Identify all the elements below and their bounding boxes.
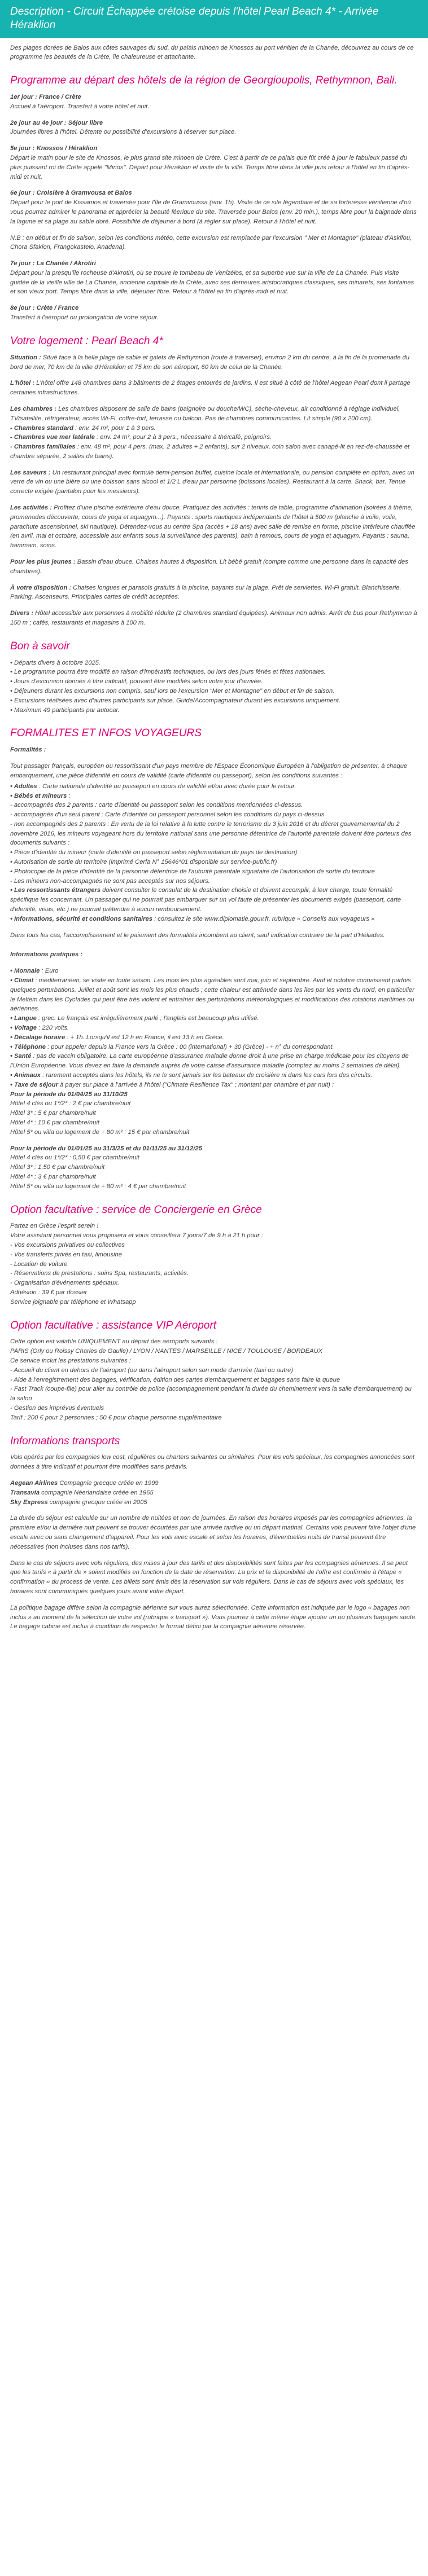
hotel-heading: Votre logement : Pearl Beach 4* (10, 335, 163, 347)
formalities-intro: Tout passager français, européen ou ressortissant d'un pays membre de l'Espace Économique Européen à l'obligation de présenter, à chaque embarquement, une pièce d'identité en cours de validité (carte d'identité ou passeport), selon les conditions suivantes : (10, 763, 408, 779)
airline-list (10, 1479, 418, 1507)
list-item: Hôtel 3* : 5 € par chambre/nuit (10, 1110, 96, 1117)
list-item: - Aide à l'enregistrement des bagages, vérification, édition des cartes d'embarquement et bagages sans faire la queue (10, 1376, 340, 1383)
vip-list (10, 1337, 418, 1422)
program-heading: Programme au départ des hôtels de la région de Georgioupolis, Rethymnon, Bali. (10, 74, 398, 87)
list-item: Hôtel 4* : 10 € par chambre/nuit (10, 1119, 99, 1126)
list-item: • Langue : grec. Le français est irrégulièrement parlé ; l'anglais est beaucoup plus utilisé. (10, 1015, 259, 1022)
list-item: Hôtel 4 clés ou 1*/2* : 0,50 € par chambre/nuit (10, 1154, 139, 1162)
formalities-list (10, 782, 418, 924)
list-item: • Informations, sécurité et conditions sanitaires : consultez le site www.diplomatie.gouv.fr, rubrique « Conseils aux voyageurs » (10, 915, 375, 922)
concierge-heading: Option facultative : service de Conciergerie en Grèce (10, 1203, 262, 1216)
list-item: Transavia compagnie Néerlandaise créée en 1965 (10, 1489, 154, 1496)
list-item: - accompagnés d'un seul parent : Carte d'identité ou passeport personnel selon les conditions du pays ci-dessus. (10, 811, 326, 819)
list-item: Pour la période du 01/04/25 au 31/10/25 (10, 1091, 128, 1098)
formalities-heading: FORMALITES ET INFOS VOYAGEURS (10, 727, 202, 740)
list-item: Hôtel 4 clés ou 1*/2* : 2 € par chambre/nuit (10, 1100, 131, 1107)
list-item: • Santé : pas de vaccin obligatoire. La carte européenne d'assurance maladie donne droit à une prise en charge médicale pour les citoyens de l'Union Européenne. Vous devez en faire la demande auprès de votre caisse d'assurance maladie (comptez au moins 2 semaines de délai). (10, 1053, 409, 1070)
list-item: • Excursions réalisées avec d'autres participants sur place. Guide/Accompagnateur durant les excursions uniquement. (10, 697, 341, 704)
list-item: Partez en Grèce l'esprit serein ! (10, 1223, 99, 1230)
room-types (10, 424, 418, 461)
good-to-know-heading: Bon à savoir (10, 640, 70, 652)
day-item: 7e jour : La Chanée / Akrotiri Départ pour la presqu'île rocheuse d'Akrotiri, où se trouve le tombeau de Venizélos, et sa superbe vue sur la ville de La Chanée. Puis visite guidée de la vieille ville de La Chanée, ancienne capitale de la Crète, avec ses demeures aristocratiques classiques, ses minarets, ses fontaines et son vieux port. Temps libre dans la ville, déjeuner libre. Retour à l'hôtel en fin d'après-midi et nuit. (10, 260, 414, 296)
list-item: Hôtel 3* : 1,50 € par chambre/nuit (10, 1164, 105, 1171)
list-item: • Autorisation de sortie du territoire (imprimé Cerfa N° 15646*01 disponible sur service-public.fr) (10, 859, 277, 866)
list-item: Sky Express compagnie grecque créée en 2005 (10, 1498, 147, 1506)
hotel-misc: Divers : Hôtel accessible aux personnes à mobilité réduite (2 chambres standard équipées). Animaux non admis. Arrêt de bus pour Rethymnon à 150 m ; cafés, restaurants et magasins à 100 m. (10, 610, 417, 627)
list-item: • Déjeuners durant les excursions non compris, sauf lors de l'excursion "Mer et Montagne" en début et fin de saison. (10, 688, 335, 695)
program-days (10, 93, 418, 323)
list-item: - Réservations de prestations : soins Spa, restaurants, activités. (10, 1270, 189, 1277)
list-item: • Téléphone : pour appeler depuis la France vers la Grèce : 00 (international) + 30 (Grèce) - + n° du correspondant. (10, 1043, 334, 1050)
list-item: - Accueil du client en dehors de l'aéroport (ou dans l'aéroport selon son mode d'arrivée (taxi ou autre) (10, 1366, 294, 1374)
hotel-dining: Les saveurs : Un restaurant principal avec formule demi-pension buffet, cuisine locale et internationale, ou pension complète en option, avec un verre de vin ou une bière ou une boisson sans alcool et 1/2 L d'eau par personne (boissons locales). Restaurant à la carte. Snack, bar. Tenue correcte exigée (pantalon pour les messieurs). (10, 469, 414, 495)
list-item: Aegean Airlines Compagnie grecque créée en 1999 (10, 1480, 159, 1487)
day-item: 1er jour : France / Crète Accueil à l'aéroport. Transfert à votre hôtel et nuit. (10, 93, 150, 110)
transport-para: La politique bagage diffère selon la compagnie aérienne sur vous aurez sélectionnée. Cette information est indiquée par le logo « bagages non inclus » au moment de la sélection de votre vol (rubrique « transport »). Vous pourrez à cette même étape ajouter un ou plusieurs bagages soute. Le bagage cabine est inclus à condition de respecter le format défini par la compagnie aérienne réservée. (10, 1604, 417, 1630)
day-item: 8e jour : Crète / France Transfert à l'aéroport ou prolongation de votre séjour. (10, 305, 159, 322)
transport-intro: Vols opérés par les compagnies low cost, régulières ou charters suivantes ou similaires. Pour les vols spéciaux, les compagnies annoncées sont données à titre indicatif et pourront être modifiées sans préavis. (10, 1454, 414, 1471)
list-item: • Climat : méditerranéen, se visite en toute saison. Les mois les plus agréables sont mai, juin et septembre. Avril et octobre connaissent parfois quelques perturbations. Juillet et août sont les mois les plus chauds ; cette chaleur est atténuée dans les îles par les vents du nord, en particulier le Meltem dans les Cyclades qui peut être très violent et entraîner des perturbations météorologiques et modifications des rotations maritimes ou aériennes. (10, 977, 414, 1013)
list-item: • Le programme pourra être modifié en raison d'impératifs techniques, ou lors des jours fériés et fêtes nationales. (10, 669, 326, 676)
page-title: Description - Circuit Échappée crétoise depuis l'hôtel Pearl Beach 4* - Arrivée Héraklion (0, 0, 428, 38)
transport-para: La durée du séjour est calculée sur un nombre de nuitées et non de journées. En raison des horaires imposés par les compagnies aériennes, la première et/ou la dernière nuit peuvent se trouver écourtées par une arrivée tardive ou un départ matinal. Certains vols peuvent faire l'objet d'une escale avec ou sans changement d'appareil. Pour les vols avec escale et selon les horaires, d'éventuelles nuits de transit peuvent être nécessaires (non incluses dans nos tarifs). (10, 1515, 416, 1550)
list-item: • Voltage : 220 volts. (10, 1025, 69, 1032)
content (0, 38, 428, 1632)
hotel-kids: Pour les plus jeunes : Bassin d'eau douce. Chaises hautes à disposition. Lit bébé gratuit (compte comme une personne dans la capacité des chambres). (10, 559, 408, 575)
list-item: - accompagnés des 2 parents : carte d'identité ou passeport selon les conditions mentionnées ci-dessus. (10, 802, 303, 809)
list-item: Tarif : 200 € pour 2 personnes ; 50 € pour chaque personne supplémentaire (10, 1414, 222, 1421)
list-item: - non accompagnés des 2 parents : En vertu de la loi relative à la lutte contre le terrorisme du 3 juin 2016 et du décret gouvernemental du 2 novembre 2016, les mineurs voyageant hors du territoire national sans une personne détentrice de l'autorité parentale doivent être porteurs des documents suivants : (10, 820, 412, 847)
list-item: Ce service inclut les prestations suivantes : (10, 1357, 131, 1365)
list-item: • Taxe de séjour à payer sur place à l'arrivée à l'hôtel ("Climate Resilience Tax" ; montant par chambre et par nuit) : (10, 1081, 334, 1088)
list-item: • Maximum 49 participants par autocar. (10, 706, 120, 714)
practical-subheading: Informations pratiques : (10, 951, 83, 959)
list-item: Pour la période du 01/01/25 au 31/3/25 et du 01/11/25 au 31/12/25 (10, 1145, 202, 1152)
list-item: Hôtel 5* ou villa ou logement de + 80 m² : 15 € par chambre/nuit (10, 1128, 190, 1136)
transport-para: Dans le cas de séjours avec vols réguliers, des mises à jour des tarifs et des disponibilités sont faites par les compagnies aériennes. Il se peut que les tarifs « à partir de » soient modifiés en fonction de la date de réservation. La prix et la disponibilité de l'offre est confirmée à l'étape « confirmation » du process de vente. Les billets sont émis dès la réservation sur vols réguliers. Dans le cas de séjours avec vols spéciaux, les horaires sont communiqués quelques jours avant votre départ. (10, 1559, 408, 1595)
list-item: Adhésion : 39 € par dossier (10, 1289, 88, 1296)
hotel-rooms: Les chambres : Les chambres disposent de salle de bains (baignoire ou douche/WC), sèche-cheveux, air conditionné à réglage individuel, TV/satellite, réfrigérateur, accès Wi-Fi, coffre-fort, terrasse ou balcon. Pas de chambres communicantes. Lit simple (90 x 200 cm). (10, 405, 400, 422)
hotel-activities: Les activités : Profitez d'une piscine extérieure d'eau douce. Pratiquez des activités : tennis de table, programme d'animation (soirées à thème, promenades découverte, cours de yoga et aquagym...). Payants : sports nautiques indépendants de l'hôtel à 500 m (planche à voile, voile, parachute ascensionnel, ski nautique). Détendez-vous au centre Spa (accès + 18 ans) avec salle de remise en forme, piscine intérieure chauffée (en avril, mai et octobre, accessible aux enfants sous la surveillance des parents), bain à remous, cours de yoga et aquagym. Payants : sauna, hammam, soins. (10, 504, 416, 550)
list-item: • Animaux : rarement acceptés dans les hôtels, ils ne le sont jamais sur les bateaux de croisière ni dans les cars lors des circuits. (10, 1072, 373, 1079)
list-item: - Vos excursions privatives ou collectives (10, 1242, 125, 1249)
list-item: • Départs divers à octobre 2025. (10, 659, 101, 666)
room-line: - Chambres standard : env. 24 m², pour 1 à 3 pers. (10, 424, 156, 432)
list-item: • Photocopie de la pièce d'identité de la personne détentrice de l'autorité parentale signataire de l'autorisation de sortie du territoire (10, 868, 375, 875)
list-item: - Gestion des imprévus éventuels (10, 1405, 104, 1412)
list-item: - Vos transferts privés en taxi, limousine (10, 1251, 122, 1258)
list-item: PARIS (Orly ou Roissy Charles de Gaulle) / LYON / NANTES / MARSEILLE / NICE / TOULOUSE / BORDEAUX (10, 1348, 323, 1355)
list-item: Votre assistant personnel vous proposera et vous conseillera 7 jours/7 de 9 h à 21 h pour : (10, 1232, 263, 1239)
list-item: - Organisation d'événements spéciaux. (10, 1280, 120, 1287)
room-line: - Chambres familiales : env. 48 m², pour 4 pers. (max. 2 adultes + 2 enfants), sur 2 niveaux, coin salon avec canapé-lit en rez-de-chaussée et chambre séparée, 2 salles de bains). (10, 443, 410, 460)
intro-text: Des plages dorées de Balos aux côtes sauvages du sud, du palais minoen de Knossos au port vénitien de la Chanée, découvrez au cours de ce programme les beautés de la Crète, île chaleureuse et attachante. (10, 44, 414, 61)
list-item: • Décalage horaire : + 1h. Lorsqu'il est 12 h en France, il est 13 h en Grèce. (10, 1034, 224, 1041)
day-item: 5e jour : Knossos / Héraklion Départ le matin pour le site de Knossos, le plus grand site minoen de Crète. C'est à partir de ce palais que fût créé à jour le fabuleux passé du plus puissant roi de Crète appelé "Minos". Départ pour Héraklion et visite de la ville. Temps libre dans la ville puis retour à l'hôtel en fin d'après-midi et nuit. (10, 145, 410, 181)
list-item: Hôtel 4* : 3 € par chambre/nuit (10, 1173, 96, 1180)
room-line: - Chambres vue mer latérale : env. 24 m², pour 2 à 3 pers., nécessaire à thé/café, peignoirs. (10, 434, 272, 441)
formalities-subheading: Formalités : (10, 746, 46, 754)
list-item: • Pièce d'identité du mineur (carte d'identité ou passeport selon réglementation du pays de destination) (10, 849, 298, 856)
list-item: Service joignable par téléphone et Whatsapp (10, 1298, 136, 1305)
list-item: Cette option est valable UNIQUEMENT au départ des aéroports suivants : (10, 1338, 218, 1346)
hotel-services: À votre disposition : Chaises longues et parasols gratuits à la piscine, payants sur la plage. Prêt de serviettes. Wi-Fi gratuit. Blanchisserie. Parking. Ascenseurs. Principales cartes de crédit acceptées. (10, 584, 401, 601)
concierge-list (10, 1221, 418, 1307)
list-item: • Bébés et mineurs : (10, 792, 71, 799)
good-to-know-list (10, 658, 418, 715)
hotel-description: L'hôtel : L'hôtel offre 148 chambres dans 3 bâtiments de 2 étages entourés de jardins. Il est situé à côté de l'hôtel Aegean Pearl dont il partage certaines infrastructures. (10, 380, 410, 397)
tax-list-2 (10, 1144, 418, 1192)
list-item: - Location de voiture (10, 1260, 68, 1268)
vip-heading: Option facultative : assistance VIP Aéroport (10, 1319, 217, 1331)
list-item: • Monnaie : Euro (10, 968, 59, 975)
hotel-situation: Situation : Situé face à la belle plage de sable et galets de Rethymnon (route à traverser), environ 2 km du centre, à la fin de la promenade du bord de mer, 70 km de la ville d'Héraklion et 75 km de son aéroport, 60 km de celui de la Chanée. (10, 354, 410, 371)
day-item: 6e jour : Croisière à Gramvousa et Balos Départ pour le port de Kissamos et traversée pour l'île de Gramvoussa (env. 1h). Visite de ce site légendaire et de sa forteresse vénitienne d'où vous pourrez admirer le panorama et apprécier la beauté féerique du site. Traversée pour Balos (env. 20 min.), temps libre pour la baignade dans la lagune et sa plage au sable doré. Possibilité de déjeuner à bord (à régler sur place). Retour à l'hôtel et nuit. (10, 190, 417, 225)
list-item: - Fast Track (coupe-file) pour aller au contrôle de police (accompagnement pendant la durée du cheminement vers la salle d'embarquement) ou la salon (10, 1386, 412, 1403)
day-note: N.B : en début et fin de saison, selon les conditions météo, cette excursion est remplacée par l'excursion " Mer et Montagne" (plateau d'Askifou, Chora Sfakion, Frangokastelo, Anadena). (10, 234, 412, 251)
day-item: 2e jour au 4e jour : Séjour libre Journées libres à l'hôtel. Détente ou possibilité d'excursions à réserver sur place. (10, 119, 237, 136)
list-item: Hôtel 5* ou villa ou logement de + 80 m² : 4 € par chambre/nuit (10, 1183, 186, 1190)
transport-heading: Informations transports (10, 1435, 120, 1447)
list-item: • Jours d'excursion donnés à titre indicatif, pouvant être modifiés selon votre jour d'arrivée. (10, 678, 263, 685)
list-item: • Adultes : Carte nationale d'identité ou passeport en cours de validité et/ou avec durée pour le retour. (10, 783, 296, 790)
formalities-note: Dans tous les cas, l'accomplissement et le paiement des formalités incombent au client, sauf indication contraire de la part d'Héliades. (10, 931, 385, 939)
practical-list (10, 966, 418, 1137)
list-item: - Les mineurs non-accompagnés ne sont pas acceptés sur nos séjours. (10, 877, 210, 885)
list-item: • Les ressortissants étrangers doivent consulter le consulat de la destination choisie et doivent accomplir, à leur charge, toute formalité spécifique les concernant. Un passager qui ne pourrait pas embarquer sur un vol faute de présenter les documents exigés (passeport, carte d'identité, visas, etc.) ne pourrait prétendre à aucun remboursement. (10, 887, 401, 913)
